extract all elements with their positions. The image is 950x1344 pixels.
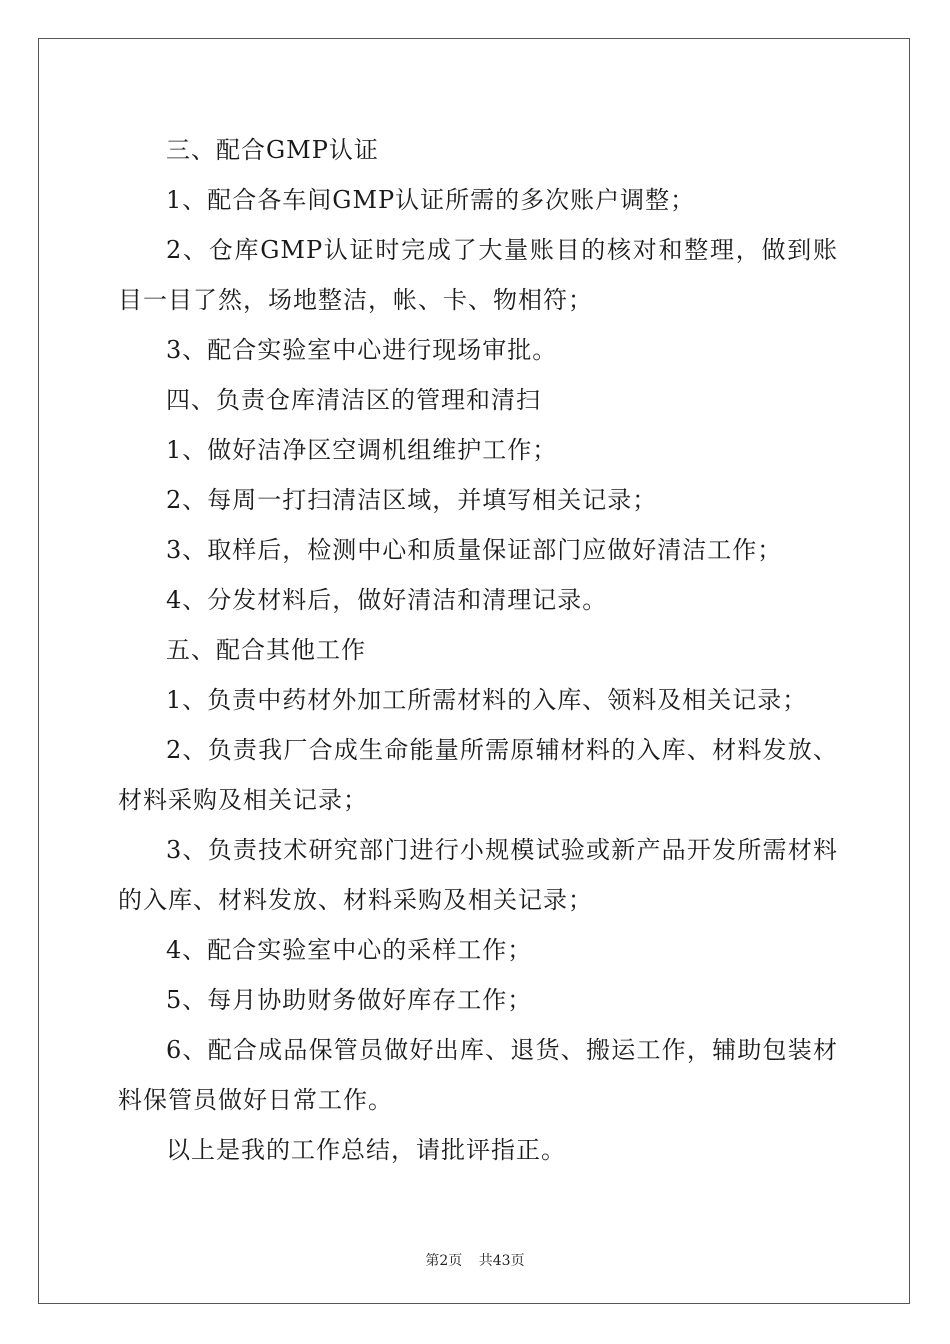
list-item: 5、每月协助财务做好库存工作； (166, 986, 533, 1014)
list-item: 6、配合成品保管员做好出库、退货、搬运工作，辅助包装材料保管员做好日常工作。 (118, 1036, 838, 1114)
page-number-current: 第2页 (425, 1253, 463, 1269)
section-heading-other-work: 五、配合其他工作 (166, 636, 366, 664)
list-item: 3、负责技术研究部门进行小规模试验或新产品开发所需材料的入库、材料发放、材料采购及相关记录； (118, 836, 838, 914)
list-item: 3、配合实验室中心进行现场审批。 (166, 336, 558, 364)
list-item: 4、分发材料后，做好清洁和清理记录。 (166, 586, 608, 614)
list-item: 2、仓库GMP认证时完成了大量账目的核对和整理，做到账目一目了然，场地整洁，帐、卡、物相符； (118, 236, 838, 314)
list-item: 4、配合实验室中心的采样工作； (166, 936, 533, 964)
list-item: 1、负责中药材外加工所需材料的入库、领料及相关记录； (166, 686, 808, 714)
list-item: 2、每周一打扫清洁区域，并填写相关记录； (166, 486, 658, 514)
section-heading-cleaning: 四、负责仓库清洁区的管理和清扫 (166, 386, 541, 414)
list-item: 1、配合各车间GMP认证所需的多次账户调整； (166, 186, 696, 214)
page-number-total: 共43页 (478, 1253, 525, 1269)
document-body (118, 125, 838, 1175)
list-item: 3、取样后，检测中心和质量保证部门应做好清洁工作； (166, 536, 783, 564)
section-heading-gmp: 三、配合GMP认证 (166, 136, 379, 164)
list-item: 1、做好洁净区空调机组维护工作； (166, 436, 558, 464)
page-footer (0, 1250, 950, 1270)
list-item: 2、负责我厂合成生命能量所需原辅材料的入库、材料发放、材料采购及相关记录； (118, 736, 838, 814)
closing-remark: 以上是我的工作总结，请批评指正。 (166, 1136, 566, 1164)
